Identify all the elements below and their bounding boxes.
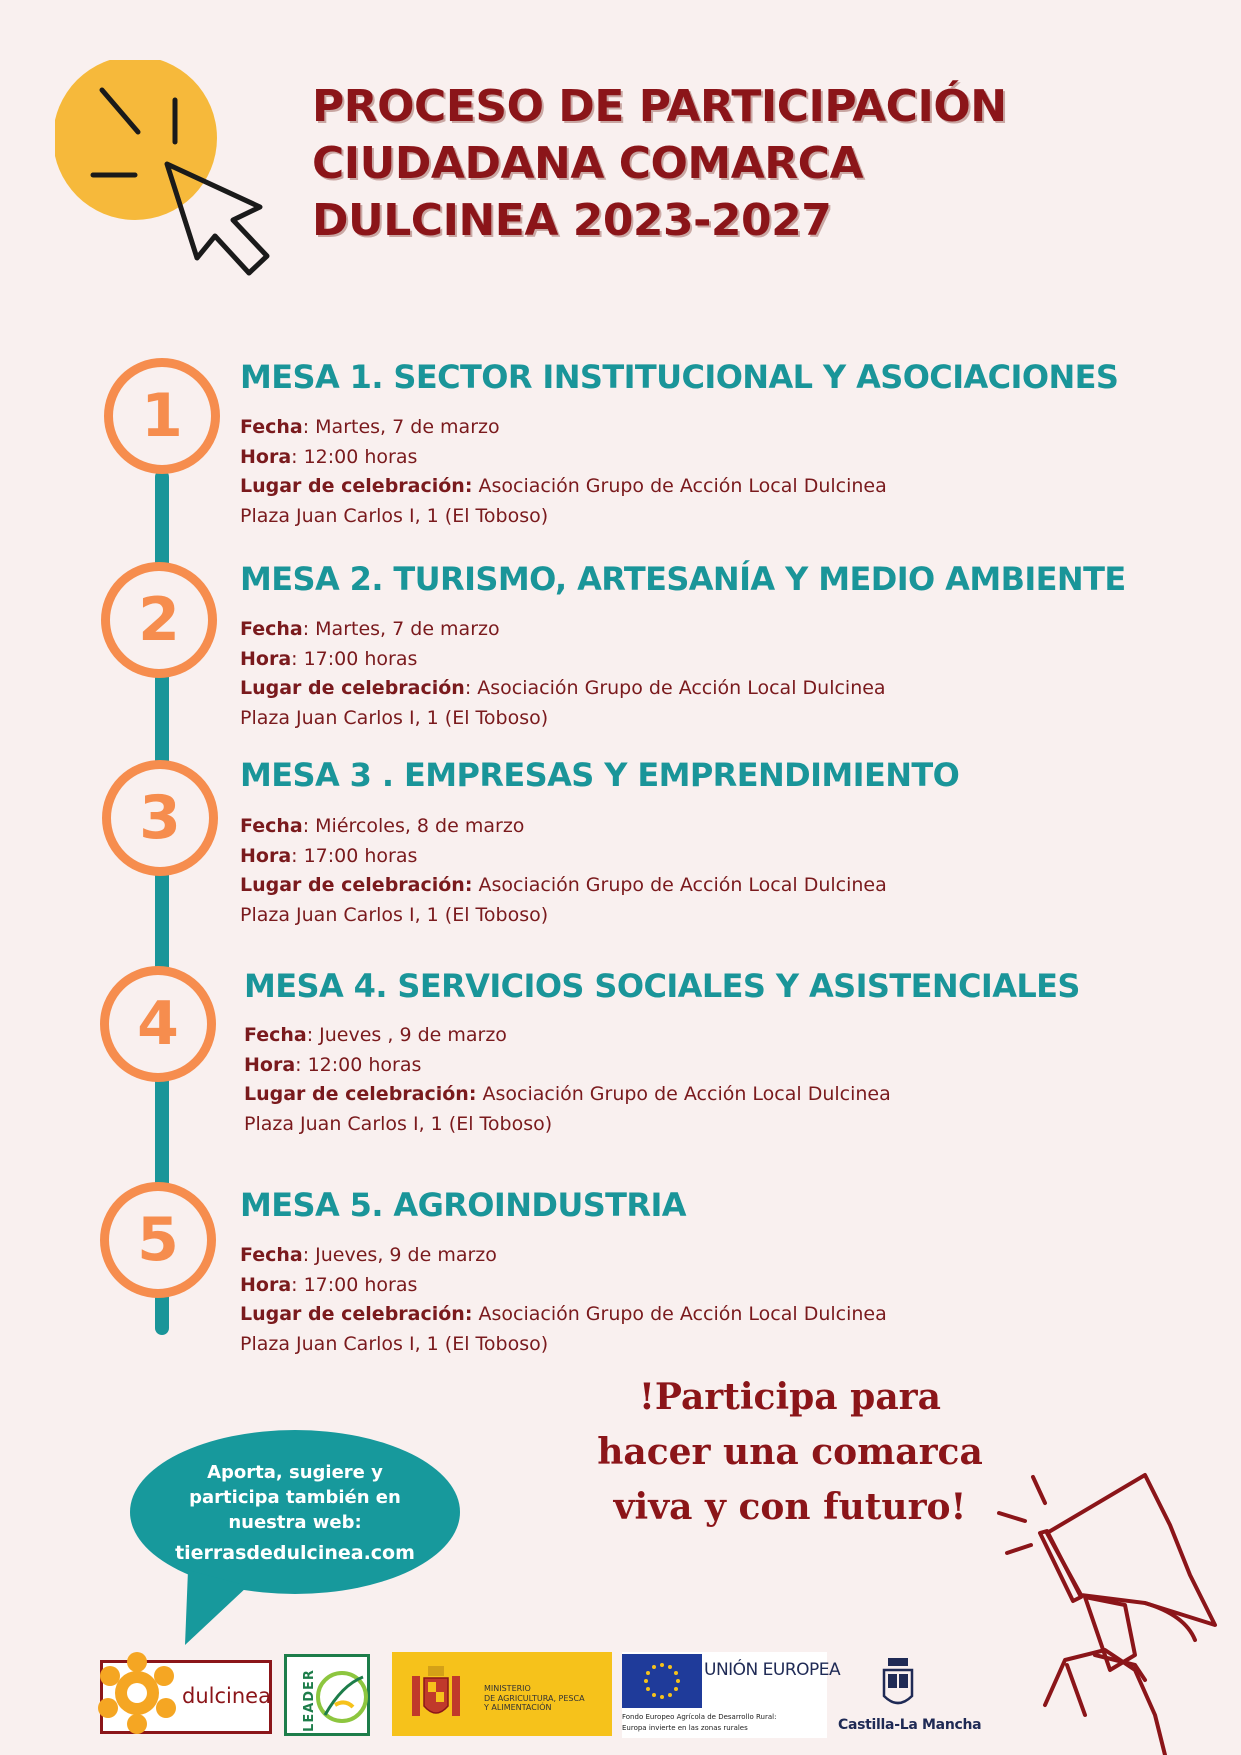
hora-label: Hora xyxy=(240,445,292,468)
lugar-label: Lugar de celebración: xyxy=(240,1303,473,1326)
ministry-logo-text xyxy=(484,1684,585,1713)
eu-caption-line: Europa invierte en las zonas rurales xyxy=(622,1724,748,1732)
fecha-label: Fecha xyxy=(240,416,303,438)
mesa-title: MESA 4. SERVICIOS SOCIALES Y ASISTENCIALES xyxy=(244,967,1080,1005)
castilla-la-mancha-logo-text: Castilla-La Mancha xyxy=(838,1717,982,1733)
fecha-value: : Martes, 7 de marzo xyxy=(302,416,500,438)
step-number: 1 xyxy=(141,381,183,451)
step-number: 5 xyxy=(137,1205,179,1275)
fecha-label: Fecha xyxy=(244,1024,307,1046)
leader-logo xyxy=(284,1654,370,1736)
eu-stars-icon xyxy=(622,1654,702,1708)
dulcinea-logo-text: dulcinea xyxy=(182,1684,271,1708)
fecha-value: : Jueves, 9 de marzo xyxy=(302,1244,497,1266)
ministry-line: MINISTERIO xyxy=(484,1684,531,1693)
hora-value: : 17:00 horas xyxy=(291,1273,418,1296)
step-number-circle xyxy=(102,760,218,876)
hora-value: : 12:00 horas xyxy=(295,1053,422,1076)
mesa-title: MESA 1. SECTOR INSTITUCIONAL Y ASOCIACIONES xyxy=(240,358,1119,396)
eu-logo-caption xyxy=(622,1712,776,1734)
mesa-title: MESA 2. TURISMO, ARTESANÍA Y MEDIO AMBIENTE xyxy=(240,560,1126,598)
lugar-value: Asociación Grupo de Acción Local Dulcinea xyxy=(472,1303,887,1326)
step-number-circle xyxy=(100,1182,216,1298)
direccion: Plaza Juan Carlos I, 1 (El Toboso) xyxy=(240,903,549,926)
leader-emblem-icon xyxy=(315,1665,369,1729)
title-line: PROCESO DE PARTICIPACIÓN xyxy=(312,81,1007,132)
leader-logo-text: LEADER xyxy=(301,1669,317,1732)
hora-value: : 12:00 horas xyxy=(291,445,418,468)
ministry-line: DE AGRICULTURA, PESCA xyxy=(484,1693,585,1703)
fecha-label: Fecha xyxy=(240,618,303,640)
step-number: 2 xyxy=(138,585,180,655)
step-number-circle xyxy=(104,358,220,474)
mesa-title: MESA 5. AGROINDUSTRIA xyxy=(240,1186,686,1224)
hora-value: : 17:00 horas xyxy=(291,647,418,670)
call-to-action xyxy=(560,1370,1020,1535)
direccion: Plaza Juan Carlos I, 1 (El Toboso) xyxy=(244,1112,553,1135)
website-link[interactable]: tierrasdedulcinea.com xyxy=(175,1542,415,1564)
title-line: CIUDADANA COMARCA xyxy=(312,138,863,189)
hora-value: : 17:00 horas xyxy=(291,844,418,867)
step-number-circle xyxy=(101,562,217,678)
step-number-circle xyxy=(100,966,216,1082)
bubble-line: Aporta, sugiere y xyxy=(207,1462,383,1483)
cta-line: hacer una comarca xyxy=(597,1431,983,1473)
hora-label: Hora xyxy=(244,1053,296,1076)
eu-flag-icon xyxy=(622,1654,702,1708)
lugar-value: Asociación Grupo de Acción Local Dulcinea xyxy=(472,874,887,897)
direccion: Plaza Juan Carlos I, 1 (El Toboso) xyxy=(240,504,549,527)
eu-caption-line: Fondo Europeo Agrícola de Desarrollo Rural: xyxy=(622,1713,777,1721)
dulcinea-emblem-icon xyxy=(92,1648,182,1738)
direccion: Plaza Juan Carlos I, 1 (El Toboso) xyxy=(240,1332,549,1355)
fecha-value: : Jueves , 9 de marzo xyxy=(306,1024,507,1046)
bubble-line: participa también en xyxy=(189,1487,401,1508)
lugar-label: Lugar de celebración xyxy=(240,677,465,700)
direccion: Plaza Juan Carlos I, 1 (El Toboso) xyxy=(240,706,549,729)
lugar-value: : Asociación Grupo de Acción Local Dulcinea xyxy=(464,677,886,700)
mesa-details xyxy=(240,615,886,733)
bubble-line: nuestra web: xyxy=(228,1512,362,1533)
cta-line: viva y con futuro! xyxy=(613,1486,967,1528)
lugar-value: Asociación Grupo de Acción Local Dulcinea xyxy=(472,475,887,498)
mesa-details xyxy=(240,812,887,930)
step-number: 3 xyxy=(139,783,181,853)
step-number: 4 xyxy=(137,989,179,1059)
fecha-value: : Miércoles, 8 de marzo xyxy=(302,815,525,837)
mesa-details xyxy=(244,1021,891,1139)
lugar-label: Lugar de celebración: xyxy=(244,1083,477,1106)
page-title xyxy=(312,78,1007,249)
hora-label: Hora xyxy=(240,647,292,670)
cta-line: !Participa para xyxy=(639,1376,941,1418)
lugar-label: Lugar de celebración: xyxy=(240,475,473,498)
fecha-label: Fecha xyxy=(240,815,303,837)
eu-logo-title: UNIÓN EUROPEA xyxy=(704,1660,841,1680)
fecha-value: : Martes, 7 de marzo xyxy=(302,618,500,640)
hora-label: Hora xyxy=(240,844,292,867)
fecha-label: Fecha xyxy=(240,1244,303,1266)
megaphone-icon xyxy=(985,1465,1235,1755)
mesa-details xyxy=(240,413,887,531)
castilla-la-mancha-emblem-icon xyxy=(880,1656,916,1712)
spain-coat-of-arms-icon xyxy=(406,1662,466,1726)
cursor-click-icon xyxy=(55,60,305,300)
hora-label: Hora xyxy=(240,1273,292,1296)
mesa-details xyxy=(240,1241,887,1359)
lugar-label: Lugar de celebración: xyxy=(240,874,473,897)
bubble-text xyxy=(165,1460,425,1566)
title-line: DULCINEA 2023-2027 xyxy=(312,195,832,246)
mesa-title: MESA 3 . EMPRESAS Y EMPRENDIMIENTO xyxy=(240,756,960,794)
ministry-line: Y ALIMENTACIÓN xyxy=(484,1703,552,1712)
lugar-value: Asociación Grupo de Acción Local Dulcinea xyxy=(476,1083,891,1106)
